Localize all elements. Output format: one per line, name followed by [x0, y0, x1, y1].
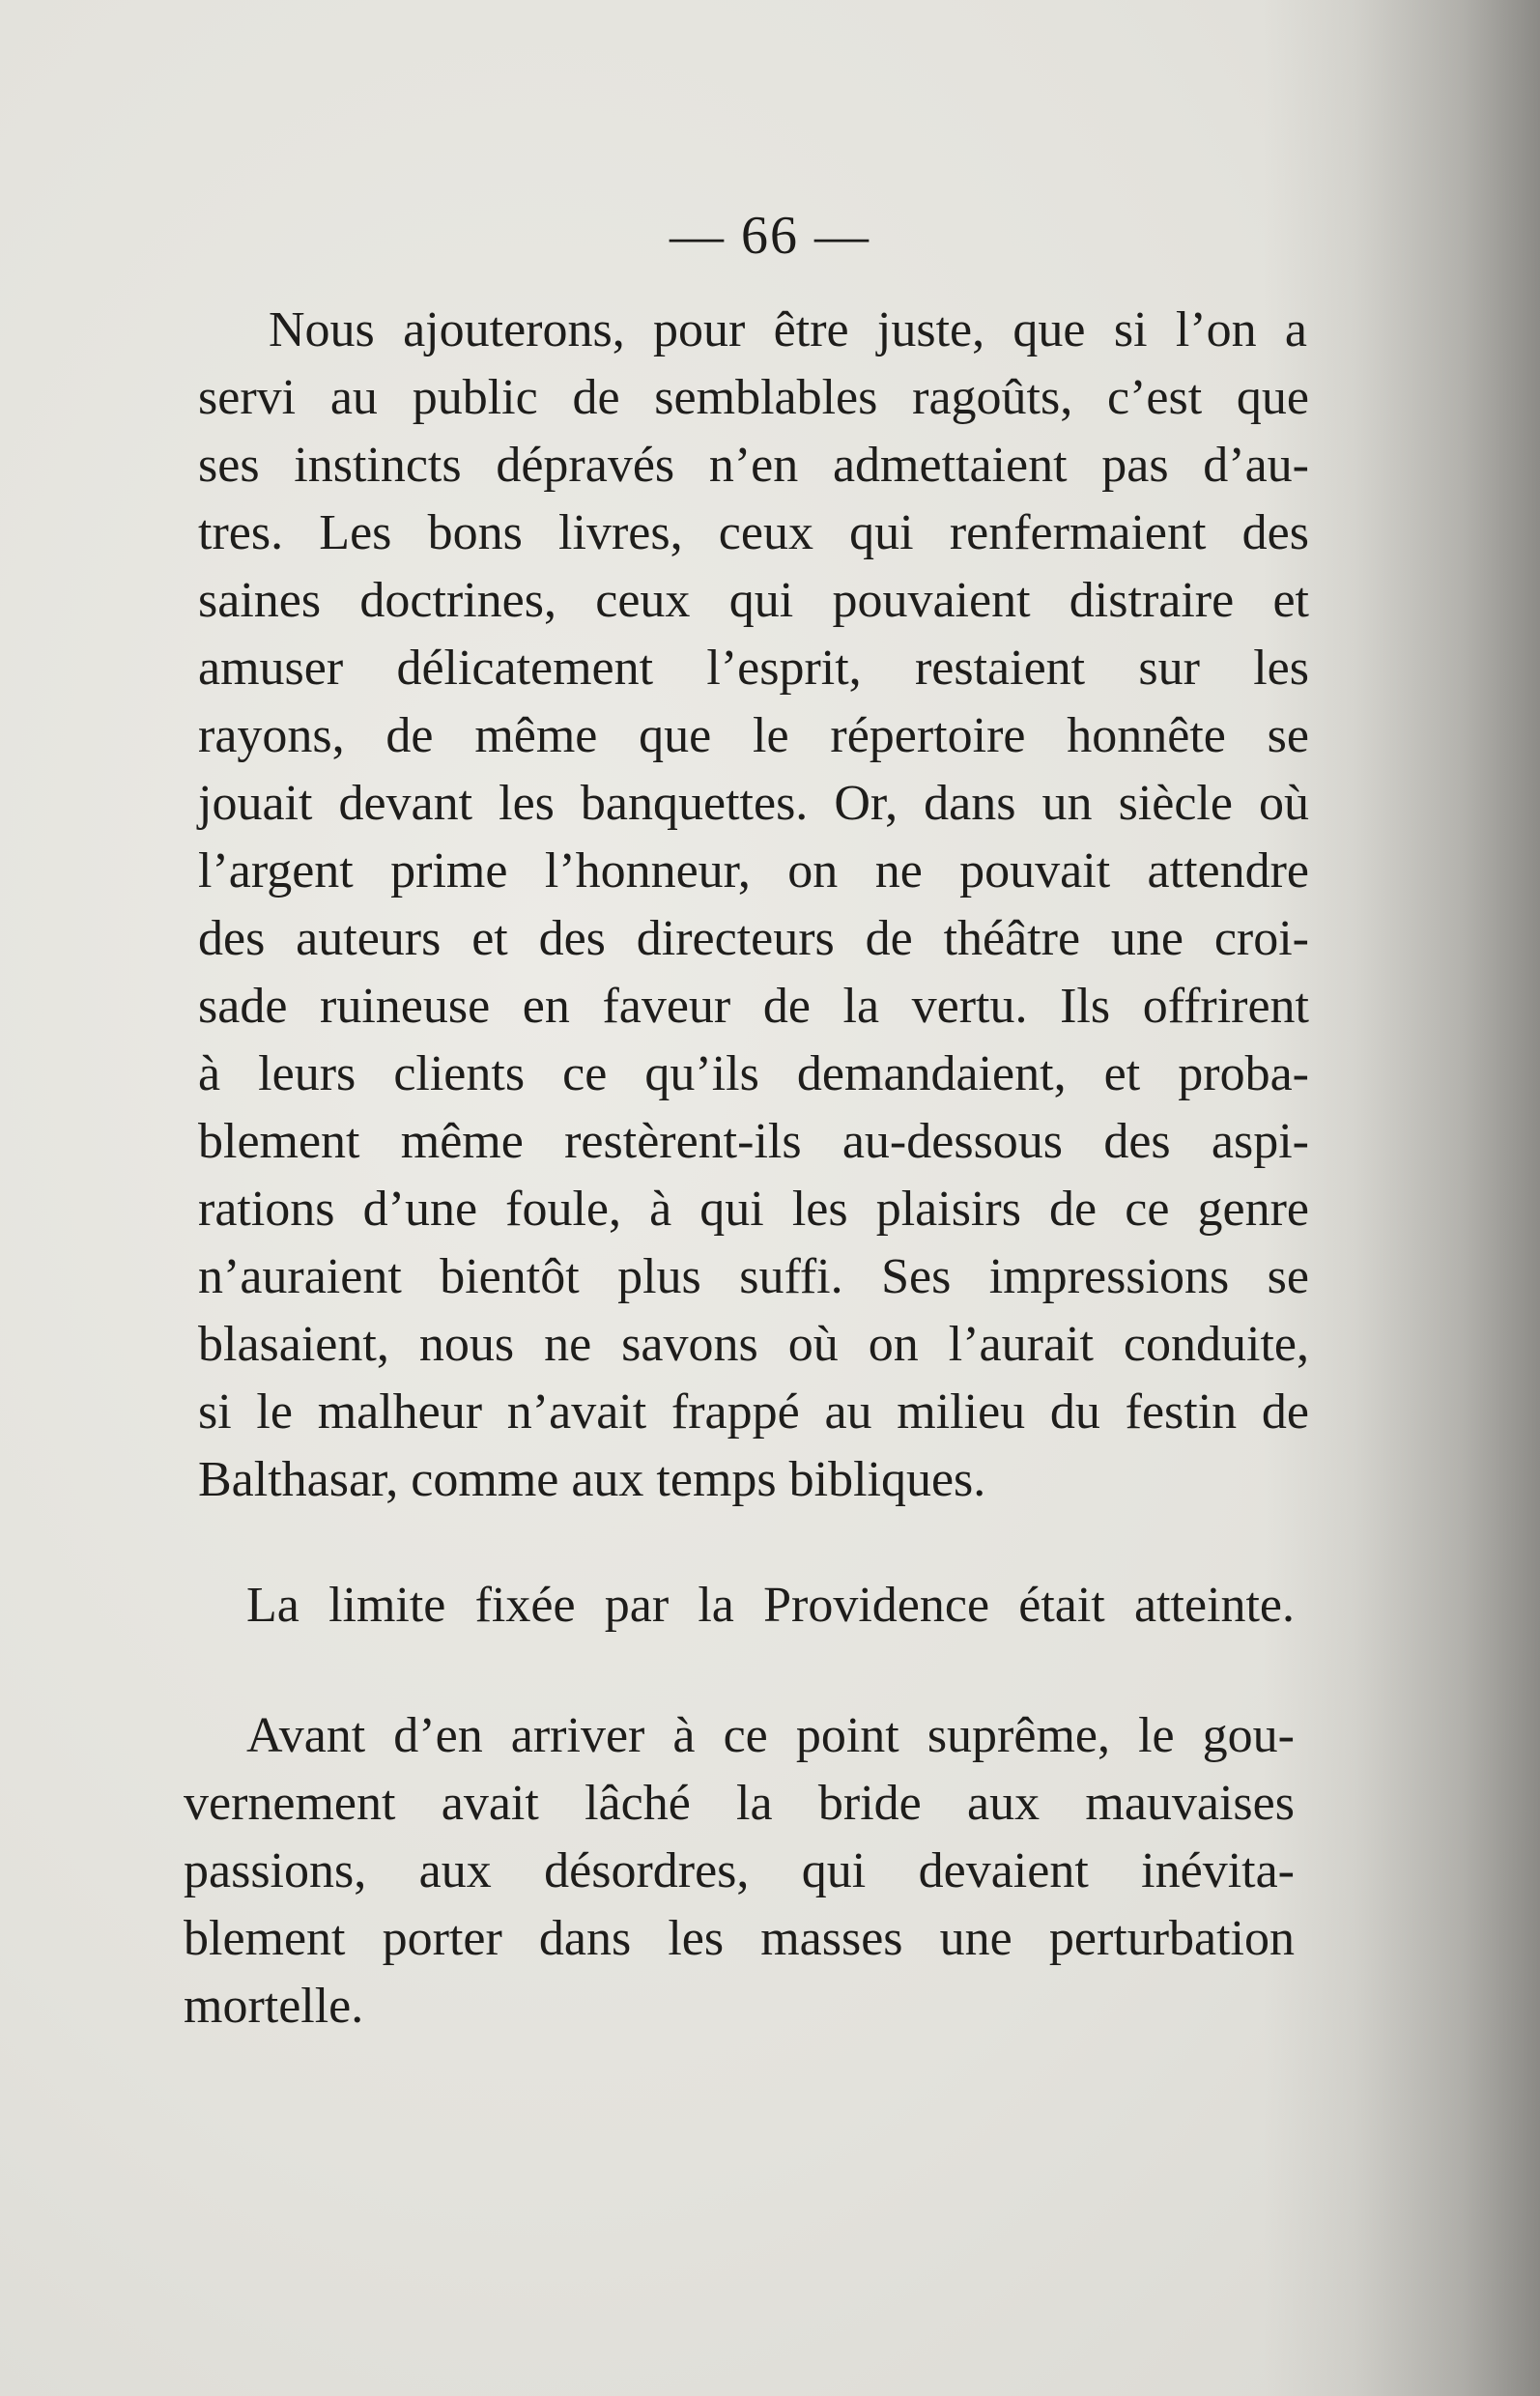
text-line: sade ruineuse en faveur de la vertu. Ils offrirent — [198, 979, 1309, 1034]
text-line: servi au public de semblables ragoûts, c’est que — [198, 370, 1309, 425]
text-line: rayons, de même que le répertoire honnête se — [198, 708, 1309, 763]
text-line: mortelle. — [184, 1979, 364, 2034]
text-line: amuser délicatement l’esprit, restaient sur les — [198, 641, 1309, 696]
text-line: Balthasar, comme aux temps bibliques. — [198, 1452, 986, 1507]
text-line: vernement avait lâché la bride aux mauvaises — [184, 1776, 1295, 1831]
text-line: passions, aux désordres, qui devaient inévita- — [184, 1843, 1295, 1898]
text-line: Avant d’en arriver à ce point suprême, le gou- — [246, 1708, 1295, 1763]
text-line: blement porter dans les masses une perturbation — [184, 1911, 1295, 1966]
text-line: tres. Les bons livres, ceux qui renfermaient des — [198, 505, 1309, 560]
text-line: La limite fixée par la Providence était atteinte. — [246, 1578, 1295, 1633]
text-line: jouait devant les banquettes. Or, dans un siècle où — [198, 776, 1309, 831]
text-line: saines doctrines, ceux qui pouvaient distraire et — [198, 573, 1309, 628]
text-line: blasaient, nous ne savons où on l’aurait conduite, — [198, 1317, 1309, 1372]
text-line: n’auraient bientôt plus suffi. Ses impressions se — [198, 1249, 1309, 1304]
page-number: — 66 — — [670, 206, 870, 266]
text-line: des auteurs et des directeurs de théâtre une croi- — [198, 911, 1309, 966]
text-line: rations d’une foule, à qui les plaisirs de ce genre — [198, 1182, 1309, 1237]
text-line: blement même restèrent-ils au-dessous des aspi- — [198, 1114, 1309, 1169]
text-line: si le malheur n’avait frappé au milieu du festin de — [198, 1384, 1309, 1440]
text-line: Nous ajouterons, pour être juste, que si l’on a — [269, 302, 1307, 357]
text-line: l’argent prime l’honneur, on ne pouvait attendre — [198, 843, 1309, 898]
text-line: à leurs clients ce qu’ils demandaient, et proba- — [198, 1046, 1309, 1101]
text-line: ses instincts dépravés n’en admettaient pas d’au- — [198, 438, 1309, 493]
